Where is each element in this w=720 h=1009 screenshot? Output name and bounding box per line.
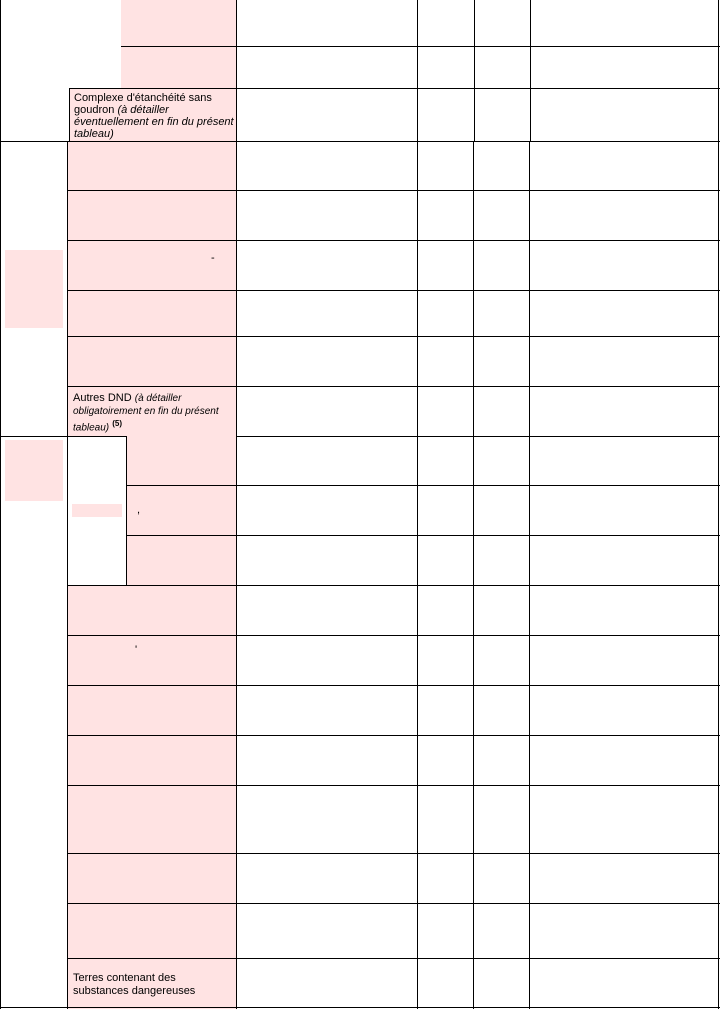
label-cell-b8 xyxy=(68,786,236,854)
grid-line xyxy=(0,142,1,437)
grid-line xyxy=(127,535,720,536)
grid-line xyxy=(68,635,720,636)
grid-line xyxy=(718,436,719,1009)
label-cell-b7 xyxy=(68,736,236,786)
label-cell-b5 xyxy=(68,636,236,686)
grid-line xyxy=(68,585,720,586)
grid-line xyxy=(236,142,237,437)
row-label-complexe xyxy=(74,92,234,140)
grid-line xyxy=(68,386,720,387)
grid-line xyxy=(68,735,720,736)
grid-line xyxy=(68,785,720,786)
grid-line xyxy=(68,240,720,241)
grid-line xyxy=(0,0,1,143)
grid-line xyxy=(126,436,127,586)
grid-line xyxy=(474,0,475,142)
grid-line xyxy=(718,0,719,142)
label-cell-a5 xyxy=(68,337,236,387)
row-label-complexe-note: (à détailler éventuellement en fin du présent tableau) xyxy=(74,104,234,140)
grid-line xyxy=(69,88,720,89)
grid-line xyxy=(68,190,720,191)
grid-line xyxy=(417,142,418,437)
grid-line xyxy=(530,0,531,142)
label-cell-a3 xyxy=(68,241,236,291)
label-cell-b10 xyxy=(68,904,236,959)
label-cell-a2 xyxy=(68,191,236,241)
row-label-autres-dnd-note: (à détailler obligatoirement en fin du présent tableau) xyxy=(73,393,219,434)
label-cell-b2 xyxy=(127,486,236,536)
grid-line xyxy=(68,336,720,337)
section-a xyxy=(0,142,720,437)
category-cell-b xyxy=(5,440,63,501)
grid-line xyxy=(67,142,68,437)
grid-line xyxy=(529,142,530,437)
footnote-marker: (5) xyxy=(112,419,122,428)
grid-line xyxy=(529,436,530,1009)
top-section xyxy=(0,0,720,143)
label-cell-b1 xyxy=(127,436,236,486)
grid-line xyxy=(718,142,719,437)
row-label-autres-dnd-text: Autres DND xyxy=(73,392,132,404)
grid-line xyxy=(121,46,720,47)
grid-line xyxy=(68,958,720,959)
label-cell-b3 xyxy=(127,536,236,586)
grid-line xyxy=(67,436,68,1009)
grid-line xyxy=(0,1007,720,1008)
subcategory-chip xyxy=(72,504,122,517)
label-cell-top-1 xyxy=(121,0,237,47)
label-cell-a4 xyxy=(68,291,236,337)
grid-line xyxy=(473,142,474,437)
row-label-terres: Terres contenant des substances dangereuses xyxy=(73,972,196,997)
grid-line xyxy=(473,436,474,1009)
label-cell-top-2 xyxy=(121,47,237,89)
grid-line xyxy=(236,0,237,142)
label-cell-b4 xyxy=(68,586,236,636)
grid-line xyxy=(68,903,720,904)
quote-mark: ' xyxy=(135,644,138,656)
grid-line xyxy=(417,0,418,142)
grid-line xyxy=(0,436,1,1009)
row-label-autres-dnd xyxy=(73,392,233,435)
section-b xyxy=(0,436,720,1009)
grid-line xyxy=(68,685,720,686)
grid-line xyxy=(417,436,418,1009)
label-cell-a1 xyxy=(68,142,236,191)
grid-line xyxy=(68,290,720,291)
grid-line xyxy=(68,853,720,854)
grid-line xyxy=(127,485,720,486)
label-cell-b6 xyxy=(68,686,236,736)
label-cell-b9 xyxy=(68,854,236,904)
comma-mark: , xyxy=(137,504,141,516)
grid-line xyxy=(69,88,70,142)
category-cell-a xyxy=(5,250,63,328)
row-label-complexe-text: Complexe d'étanchéité sans goudron xyxy=(74,92,212,116)
grid-line xyxy=(236,436,237,1009)
dash-mark: - xyxy=(211,252,215,264)
